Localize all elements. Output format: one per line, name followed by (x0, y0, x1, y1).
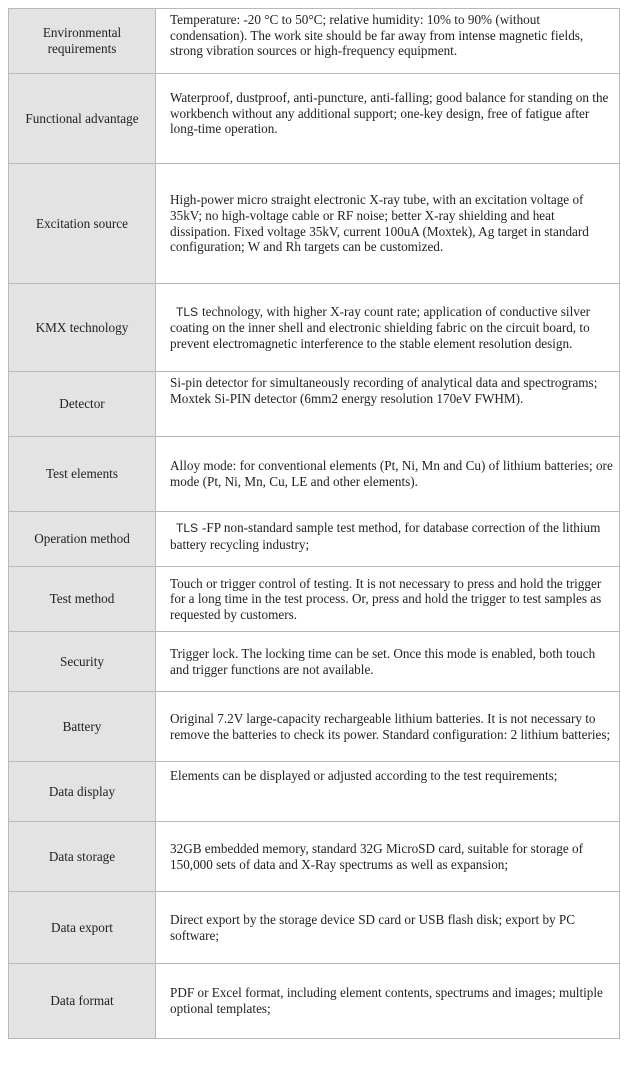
row-value-environmental-requirements: Temperature: -20 °C to 50°C; relative humidity: 10% to 90% (without condensation). The work site should be far away from intense magnetic fields, strong vibration sources or high-frequency equipment. (156, 9, 620, 74)
row-value-data-export: Direct export by the storage device SD card or USB flash disk; export by PC software; (156, 892, 620, 964)
kmx-technology-text: technology, with higher X-ray count rate; application of conductive silver coating on the inner shell and electronic shielding fabric on the circuit board, to prevent electromagnetic interference to the stable element resolution design. (170, 303, 591, 351)
row-label-data-display: Data display (9, 762, 156, 822)
row-label-environmental-requirements: Environmental requirements (9, 9, 156, 74)
table-row (9, 74, 620, 164)
table-row (9, 892, 620, 964)
row-value-security: Trigger lock. The locking time can be set. Once this mode is enabled, both touch and trigger functions are not available. (156, 632, 620, 692)
row-label-security: Security (9, 632, 156, 692)
row-label-functional-advantage: Functional advantage (9, 74, 156, 164)
row-label-test-elements: Test elements (9, 437, 156, 512)
table-row (9, 512, 620, 567)
table-row (9, 762, 620, 822)
table-row (9, 284, 620, 372)
table-row (9, 9, 620, 74)
row-value-detector: Si-pin detector for simultaneously recording of analytical data and spectrograms; Moxtek Si-PIN detector (6mm2 energy resolution 170eV FWHM). (156, 372, 620, 437)
row-value-data-storage: 32GB embedded memory, standard 32G MicroSD card, suitable for storage of 150,000 sets of data and X-Ray spectrums as well as expansion; (156, 822, 620, 892)
row-value-data-display: Elements can be displayed or adjusted according to the test requirements; (156, 762, 620, 822)
row-value-kmx-technology (156, 284, 620, 372)
table-row (9, 372, 620, 437)
row-label-data-format: Data format (9, 964, 156, 1039)
operation-method-text: -FP non-standard sample test method, for database correction of the lithium battery recycling industry; (170, 520, 601, 552)
table-row (9, 632, 620, 692)
tls-logo: TLS (176, 304, 199, 319)
row-value-data-format: PDF or Excel format, including element contents, spectrums and images; multiple optional templates; (156, 964, 620, 1039)
row-label-detector: Detector (9, 372, 156, 437)
row-label-data-export: Data export (9, 892, 156, 964)
table-row (9, 964, 620, 1039)
row-value-functional-advantage: Waterproof, dustproof, anti-puncture, anti-falling; good balance for standing on the workbench without any additional support; one-key design, free of fatigue after long-time operation. (156, 74, 620, 164)
table-row (9, 567, 620, 632)
row-value-battery: Original 7.2V large-capacity rechargeable lithium batteries. It is not necessary to remove the batteries to check its power. Standard configuration: 2 lithium batteries; (156, 692, 620, 762)
table-row (9, 437, 620, 512)
table-row (9, 692, 620, 762)
row-label-excitation-source: Excitation source (9, 164, 156, 284)
row-label-test-method: Test method (9, 567, 156, 632)
tls-logo: TLS (176, 521, 199, 535)
row-label-data-storage: Data storage (9, 822, 156, 892)
row-label-kmx-technology: KMX technology (9, 284, 156, 372)
row-value-test-elements: Alloy mode: for conventional elements (Pt, Ni, Mn and Cu) of lithium batteries; ore mode (Pt, Ni, Mn, Cu, LE and other elements). (156, 437, 620, 512)
row-value-operation-method (156, 512, 620, 567)
table-row (9, 164, 620, 284)
row-value-excitation-source: High-power micro straight electronic X-ray tube, with an excitation voltage of 35kV; no high-voltage cable or RF noise; better X-ray shielding and heat dissipation. Fixed voltage 35kV, current 100uA (Moxtek), Ag target in standard configuration; W and Rh targets can be customized. (156, 164, 620, 284)
row-label-battery: Battery (9, 692, 156, 762)
row-value-test-method: Touch or trigger control of testing. It is not necessary to press and hold the trigger for a long time in the test process. Or, press and hold the trigger to test samples as requested by customers. (156, 567, 620, 632)
row-label-operation-method: Operation method (9, 512, 156, 567)
specifications-table (8, 8, 620, 1039)
table-row (9, 822, 620, 892)
